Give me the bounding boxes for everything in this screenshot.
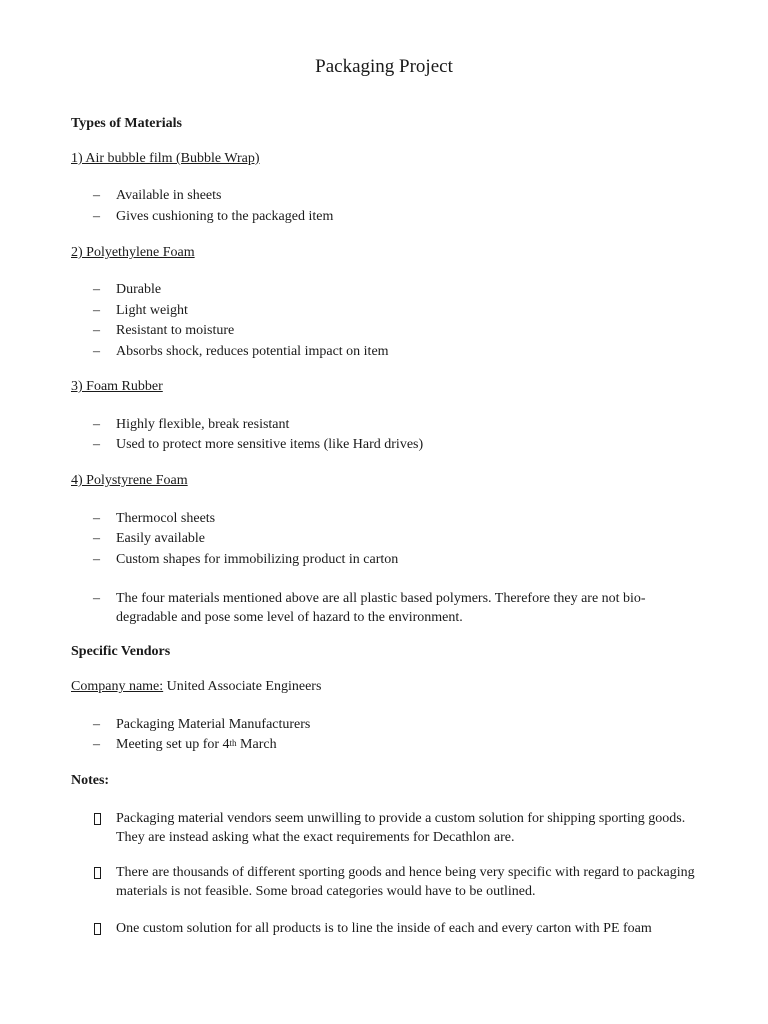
dash-bullet: –: [93, 591, 100, 606]
material-heading-1: 1) Air bubble film (Bubble Wrap): [71, 151, 260, 166]
material-heading-2: 2) Polyethylene Foam: [71, 245, 195, 260]
dash-bullet: –: [93, 531, 100, 546]
dash-bullet: –: [93, 511, 100, 526]
dash-bullet: –: [93, 737, 100, 752]
dash-bullet: –: [93, 209, 100, 224]
company-label: Company name:: [71, 679, 164, 694]
dash-bullet: –: [93, 188, 100, 203]
dash-bullet: –: [93, 323, 100, 338]
vendors-heading: Specific Vendors: [71, 644, 171, 659]
company-value: United Associate Engineers: [166, 679, 322, 694]
dash-bullet: –: [93, 437, 100, 452]
summary-text: The four materials mentioned above are all plastic based polymers. Therefore they are not bio-degradable and pose some level of hazard to the environment.: [116, 591, 646, 625]
dash-bullet: –: [93, 552, 100, 567]
material-heading-3: 3) Foam Rubber: [71, 379, 163, 394]
dash-bullet: –: [93, 303, 100, 318]
dash-bullet: –: [93, 717, 100, 732]
material-heading-4: 4) Polystyrene Foam: [71, 473, 188, 488]
notes-heading: Notes:: [71, 773, 110, 788]
dash-bullet: –: [93, 417, 100, 432]
dash-bullet: –: [93, 282, 100, 297]
missing-glyph-bullet-icon: [94, 813, 101, 825]
page-title: Packaging Project: [315, 56, 453, 77]
missing-glyph-bullet-icon: [94, 923, 101, 935]
dash-bullet: –: [93, 344, 100, 359]
company-line: [71, 678, 321, 696]
meeting-text: Meeting set up for 4th March: [116, 737, 277, 752]
document-page: Packaging Project Types of Materials 1) Air bubble film (Bubble Wrap) – Available in sheets – Gives cushioning to the packaged item 2) Polyethylene Foam – Durable – Light weight – Resistant to moisture – Absorbs shock, reduces potential impact on item 3) Foam Rubber – Highly flexible, break resistant – Used to protect more sensitive items (like Hard drives) 4) Polystyrene Foam – Thermocol sheets – Easily available – Custom shapes for immobilizing product in carton – The four materials mentioned above are all plastic based polymers. Therefore they are not bio-degradable and pose some level of hazard to the environment. Specific Vendors Company name: United Associate Engineers – Packaging Material Manufacturers – Meeting set up for 4th March Notes: Packaging material vendors seem unwilling to provide a custom solution for shipping sporting goods. They are instead asking what the exact requirements for Decathlon are. There are thousands of different sporting goods and hence being very specific with regard to packaging materials is not feasible. Some broad categories would have to be outlined. One custom solution for all products is to line the inside of each and every carton with PE foam: [0, 0, 768, 1024]
types-heading: Types of Materials: [71, 116, 182, 131]
missing-glyph-bullet-icon: [94, 867, 101, 879]
